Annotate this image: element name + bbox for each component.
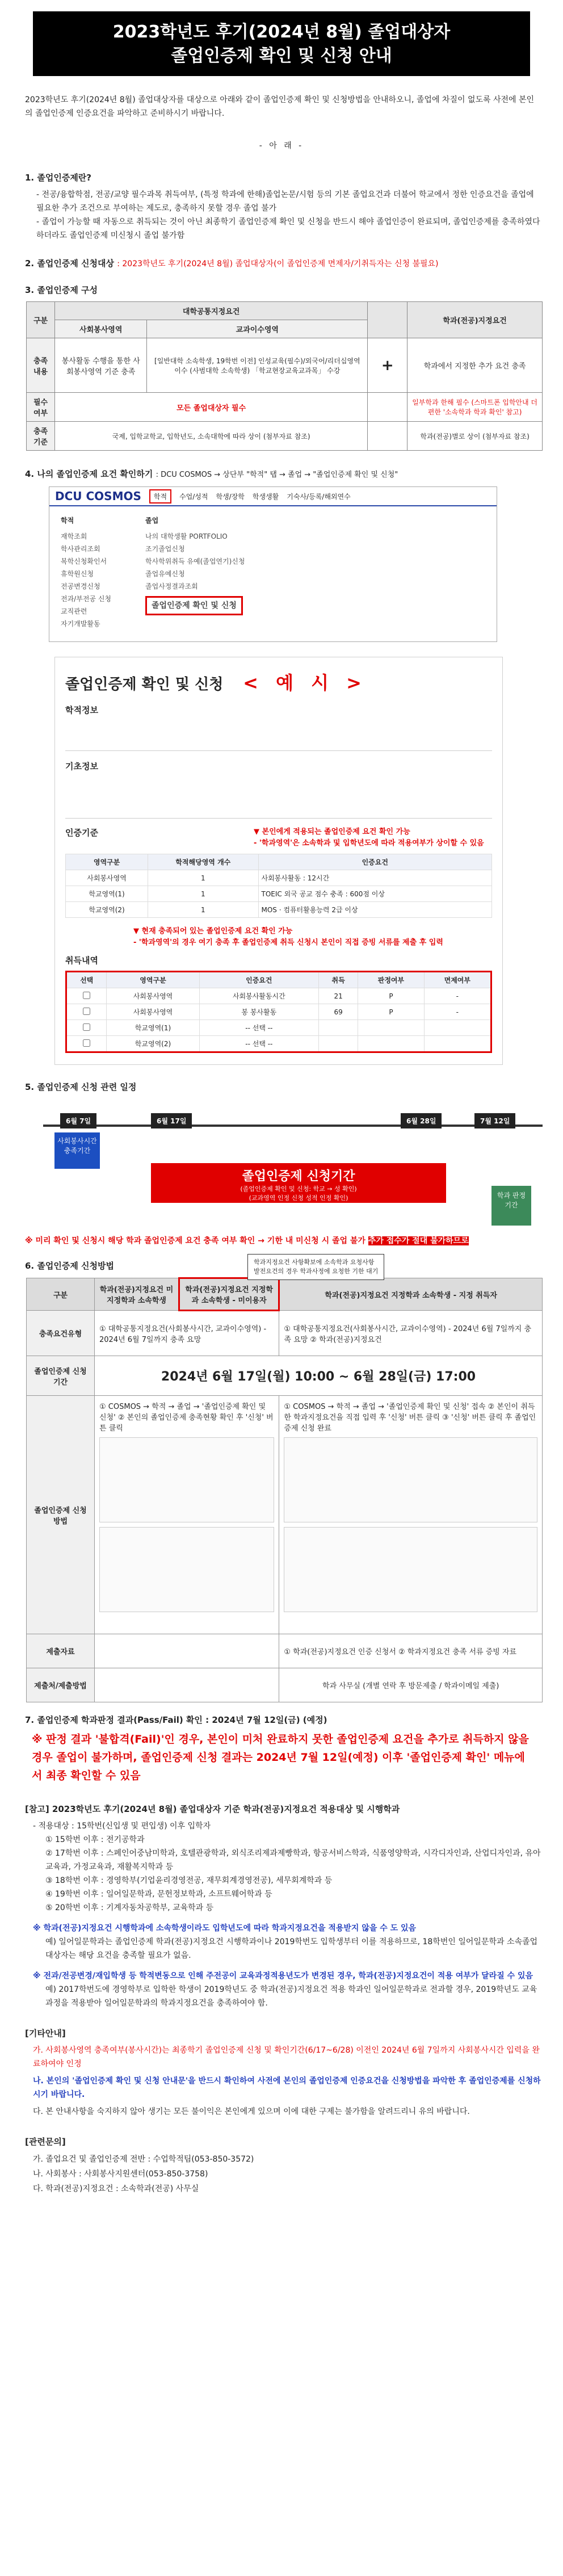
row-checkbox[interactable] [83,1039,90,1047]
bar-judge-period: 학과 판정 기간 [491,1186,531,1226]
bar-apply-period: 졸업인증제 신청기간 (졸업인증제 확인 및 신청: 학교 → 성 확인) (교과영역 인정 신청 성적 인정 확인) [151,1163,446,1203]
center-note: - 아 래 - [259,141,304,150]
sec5-title: 5. 졸업인증제 신청 관련 일정 [25,1082,137,1092]
row-checkbox[interactable] [83,992,90,999]
row-checkbox[interactable] [83,1023,90,1031]
intro-text: 2023학년도 후기(2024년 8월) 졸업대상자를 대상으로 아래와 같이 졸업인증제 확인 및 신청방법을 안내하오니, 졸업에 차질이 없도록 사전에 본인의 졸업인증제 인증요건을 파악하고 준비하시기 바랍니다. [25,95,535,118]
sec6-title: 6. 졸업인증제 신청방법 [25,1261,114,1271]
title-banner [33,11,530,76]
menu-grid [49,506,497,641]
row-checkbox[interactable] [83,1008,90,1015]
apply-period-text: 2024년 6월 17일(월) 10:00 ~ 6월 28일(금) 17:00 [95,1356,543,1396]
schedule-timeline [43,1101,543,1231]
note-3: ▼ 현재 충족되어 있는 졸업인증제 요건 확인 가능 [133,927,293,935]
nav-item-haksa[interactable]: 학적 [149,489,171,504]
note-1: ▼ 본인에게 적용되는 졸업인증제 요건 확인 가능 [254,828,410,836]
screen-title: 졸업인증제 확인 및 신청 [65,676,224,693]
cosmos-menu-mock [49,486,497,642]
ref-title: [참고] 2023학년도 후기(2024년 8월) 졸업대상자 기준 학과(전공)지정요건 적용대상 및 시행학과 [25,1804,400,1814]
sec4-title: 4. 나의 졸업인증제 요건 확인하기 : DCU COSMOS → 상단부 "학적" 탭 → 졸업 → "졸업인증제 확인 및 신청" [25,469,398,479]
sec2-title: 2. 졸업인증제 신청대상 : 2023학년도 후기(2024년 8월) 졸업대상자(이 졸업인증제 면제자/기취득자는 신청 불필요) [25,258,439,268]
note-2: - '학과영역'은 소속학과 및 입학년도에 따라 적용여부가 상이할 수 있음 [254,839,484,848]
nav-item-suup[interactable]: 수업/성적 [179,492,208,501]
method-table: 구분 학과(전공)지정요건 미지정학과 소속학생 학과(전공)지정요건 지정학과 소속학생 - 미이용자 학과(전공)지정요건 지정학과 소속학생 - 지정 취득자 충족요건유형 ① 대학공통지정요건(사회봉사시간, 교과이수영역) - 2024년 6월 7일까지 충족 요망 ① 대학공통지정요건(사회봉사시간, 교과이수영역) - 2024년 6월 7일까지 충족 요망 ② 학과(전공)지정요건 졸업인증제 신청기간 2024년 6월 17일(월) 10:00 ~ 6월 28일(금) 17:00 졸업인증제 신청방법 ① COSMOS → 학적 → 졸업 → '졸업인증제 확인 및 신청' ② 본인의 졸업인증제 충족현황 확인 후 '신청' 버튼 클릭 ① COSMOS → 학적 → 졸업 → '졸업인증제 확인 및 신청' 접속 ② 본인이 취득한 학과지정요건을 직접 입력 후 '신청' 버튼 클릭 ③ '신청' 버튼 클릭 후 졸업인증제 신청 완료 제출자료 ① 학과(전공)지정요건 인증 신청서 ② 학과지정요건 충족 서류 증빙 자료 제출처/제출방법 학과 사무실 (개별 연락 후 방문제출 / 학과이메일 제출) [26,1277,543,1702]
contact-block: 가. 졸업요건 및 졸업인증제 전반 : 수업학적팀(053-850-3572) 나. 사회봉사 : 사회봉사지원센터(053-850-3758) 다. 학과(전공)지정요건 : 소속학과(전공) 사무실 [33,2155,254,2193]
etc-block: 가. 사회봉사영역 충족여부(봉사시간)는 최종학기 졸업인증제 신청 및 확인기간(6/17~6/28) 이전인 2024년 6월 7일까지 사회봉사시간 입력을 완료하여야 인정 나. 본인의 '졸업인증제 확인 및 신청 안내문'을 반드시 확인하여 사전에 본인의 졸업인증제 인증요건을 신청방법을 파악한 후 졸업인증제를 신청하시기 바랍니다. 다. 본 안내사항을 숙지하지 않아 생기는 모든 불이익은 본인에게 있으며 이에 대한 구제는 불가함을 알려드리니 유의 바랍니다. [33,2046,541,2116]
date-tag-1: 6월 7일 [60,1113,96,1128]
nav-item-gisuksa[interactable]: 기숙사/등록/해외연수 [287,492,351,501]
criteria-table: 영역구분 학적해당영역 개수 인증요건 사회봉사영역 1 사회봉사활동 : 12시간 학교영역(1) 1 TOEIC 외국 공교 점수 충족 : 600점 이상 학교영역(2) 1 MOS · 컴퓨터활용능력 2급 이상 [65,854,492,918]
sec1-b1: - 전공/융합학점, 전공/교양 필수과목 취득여부, (특정 학과에 한해)졸업논문/시험 등의 기본 졸업요건과 더불어 학교에서 정한 인증요건을 졸업에 필요한 추가 조건으로 부여하는 제도로, 충족하지 못할 경우 졸업 불가 [36,190,534,213]
date-tag-3: 6월 28일 [401,1113,442,1128]
schedule-warning: ※ 미리 확인 및 신청시 해당 학과 졸업인증제 요건 충족 여부 확인 → 기한 내 미신청 시 졸업 불가 추가 접수가 절대 불가하므로 [25,1235,543,1246]
legend-box: 학과지정요건 사항확보에 소속학과 요청사항 발전요건의 경우 학과사정에 요청한 기한 대기 [247,1254,384,1280]
example-screen: 졸업인증제 확인 및 신청 < 예 시 > 학적정보 기초정보 인증기준 ▼ 본인에게 적용되는 졸업인증제 요건 확인 가능 - '학과영역'은 소속학과 및 입학년도에 따라 적용여부가 상이할 수 있음 영역구분 학적해당영역 개수 인증요건 사회봉사영역 1 사회봉사활동 : 12시간 학교영역(1) 1 TOEIC 외국 공교 점수 충족 : 600점 이상 학교영역(2) 1 MOS · 컴퓨터활용능력 2급 이상 ▼ 현재 충족되어 있는 졸업인증제 요건 확인 가능 - '학과영역'의 경우 여기 충족 후 졸업인증제 취득 신청시 본인이 직접 증빙 서류를 제출 후 입력 취득내역 선택 영역구분 인증요건 취득 판정여부 면제여부 사회봉사영역 사회봉사활동시간 21 P - 사회봉사영역 봉 봉사활동 69 P - 학교영역(1) -- 선택 -- 학교영역(2) -- 선택 -- [54,657,503,1065]
nav-item-saenghwal[interactable]: 학생생활 [252,492,279,501]
ref-block: - 적용대상 : 15학번(신입생 및 편입생) 이후 입학자 ① 15학번 이후 : 전기공학과 ② 17학번 이후 : 스페인어중남미학과, 호텔관광학과, 외식조리제과제빵학과, 항공서비스학과, 식품영양학과, 시각디자인과, 산업디자인과, 유아교육과, 가정교육과, 재활복지학과 등 ③ 18학번 이후 : 경영학부(기업윤리경영전공, 재무회계경영전공), 세무회계학과 등 ④ 19학번 이후 : 일어일문학과, 문헌정보학과, 소프트웨어학과 등 ⑤ 20학번 이후 : 기계자동차공학부, 교육학과 등 ※ 학과(전공)지정요건 시행학과에 소속학생이라도 입학년도에 따라 학과지정요건을 적용받지 않을 수 도 있음 예) 일어일문학과는 졸업인증제 학과(전공)지정요건 시행학과이나 2019학번도 입학생부터 이를 적용하므로, 18학번인 일어일문학과 소속졸업대상자는 해당 요건을 충족할 필요가 없음. ※ 전과/전공변경/재입학생 등 학적변동으로 인해 주전공이 교육과정적용년도가 변경된 경우, 학과(전공)지정요건이 적용 여부가 달라질 수 있음 예) 2017학번도에 경영학부로 입학한 학생이 2019학년도 중 학과(전공)지정요건 적용 학과인 일어일문학과로 전과할 경우, 2019학년도 교육과정을 적용받아 일어일문학과의 학과지정요건을 충족하여야 함. [33,1822,541,2008]
note-4: - '학과영역'의 경우 여기 충족 후 졸업인증제 취득 신청시 본인이 직접 증빙 서류를 제출 후 입력 [133,938,443,947]
title-line2: 졸업인증제 확인 및 신청 안내 [171,46,392,66]
sec1-title: 1. 졸업인증제란? [25,173,91,183]
dcu-logo: DCU COSMOS [55,489,141,503]
nav-item-haksaeng[interactable]: 학생/장학 [216,492,245,501]
menu-col-haksa: 학적 재학조회 학사관리조회 복학신청확인서 휴학원신청 전공변경신청 전과/부전공 신청 교직관련 자기개발활동 [61,517,112,628]
sec1-b2: - 졸업이 가능할 때 자동으로 취득되는 것이 아닌 최종학기 졸업인증제 확인 및 신청을 반드시 해야 졸업인증이 완료되며, 졸업인증제를 충족하였다 하더라도 졸업인증제 미신청시 졸업 불가함 [36,217,540,240]
date-tag-4: 7월 12일 [474,1113,515,1128]
example-label: < 예 시 > [243,672,367,694]
title-line1: 2023학년도 후기(2024년 8월) 졸업대상자 [112,22,451,42]
date-tag-2: 6월 17일 [151,1113,192,1128]
acquisition-table: 선택 영역구분 인증요건 취득 판정여부 면제여부 사회봉사영역 사회봉사활동시간 21 P - 사회봉사영역 봉 봉사활동 69 P - 학교영역(1) -- 선택 -- 학교영역(2) -- 선택 -- [65,971,492,1053]
sec3-title: 3. 졸업인증제 구성 [25,285,98,295]
menu-item-cert-apply[interactable]: 졸업인증제 확인 및 신청 [145,596,243,615]
menu-col-jorup: 졸업 나의 대학생활 PORTFOLIO 조기졸업신청 학사학위취득 유예(졸업연기)신청 졸업유예신청 졸업사정결과조회 졸업인증제 확인 및 신청 [145,514,245,630]
sec7-warning: ※ 판정 결과 '불합격(Fail)'인 경우, 본인이 미처 완료하지 못한 졸업인증제 요건을 추가로 취득하지 않을 경우 졸업이 불가하며, 졸업인증제 신청 결과는 2024년 7월 12일(예정) 이후 '졸업인증제 확인' 메뉴에서 최종 확인할 수 있음 [32,1733,529,1782]
cosmos-nav [49,487,497,506]
sec7-title: 7. 졸업인증제 학과판정 결과(Pass/Fail) 확인 : 2024년 7월 12일(금) (예정) [25,1715,327,1725]
etc-title: [기타안내] [25,2028,66,2038]
composition-table: 구분 대학공통지정요건 학과(전공)지정요건 사회봉사영역 교과이수영역 충족 내용 봉사활동 수행을 통한 사회봉사영역 기준 충족 [일반대학 소속학생, 19학번 이전] 인성교육(필수)/외국어/리더십영역 이수 (사범대학 소속학생) 「학교현장교육교과목」 수강 + 학과에서 지정한 추가 요건 충족 필수 여부 모든 졸업대상자 필수 일부학과 한해 필수 (스마트폰 입학안내 더 편한 '소속학과 학과 확인' 참고) 충족 기준 국제, 입학교학교, 입학년도, 소속대학에 따라 상이 (첨부자료 참조) 학과(전공)별로 상이 (첨부자료 참조) [26,301,543,451]
contact-title: [관련문의] [25,2137,66,2147]
bar-volunteer-period: 사회봉사시간 충족기간 [54,1132,100,1169]
